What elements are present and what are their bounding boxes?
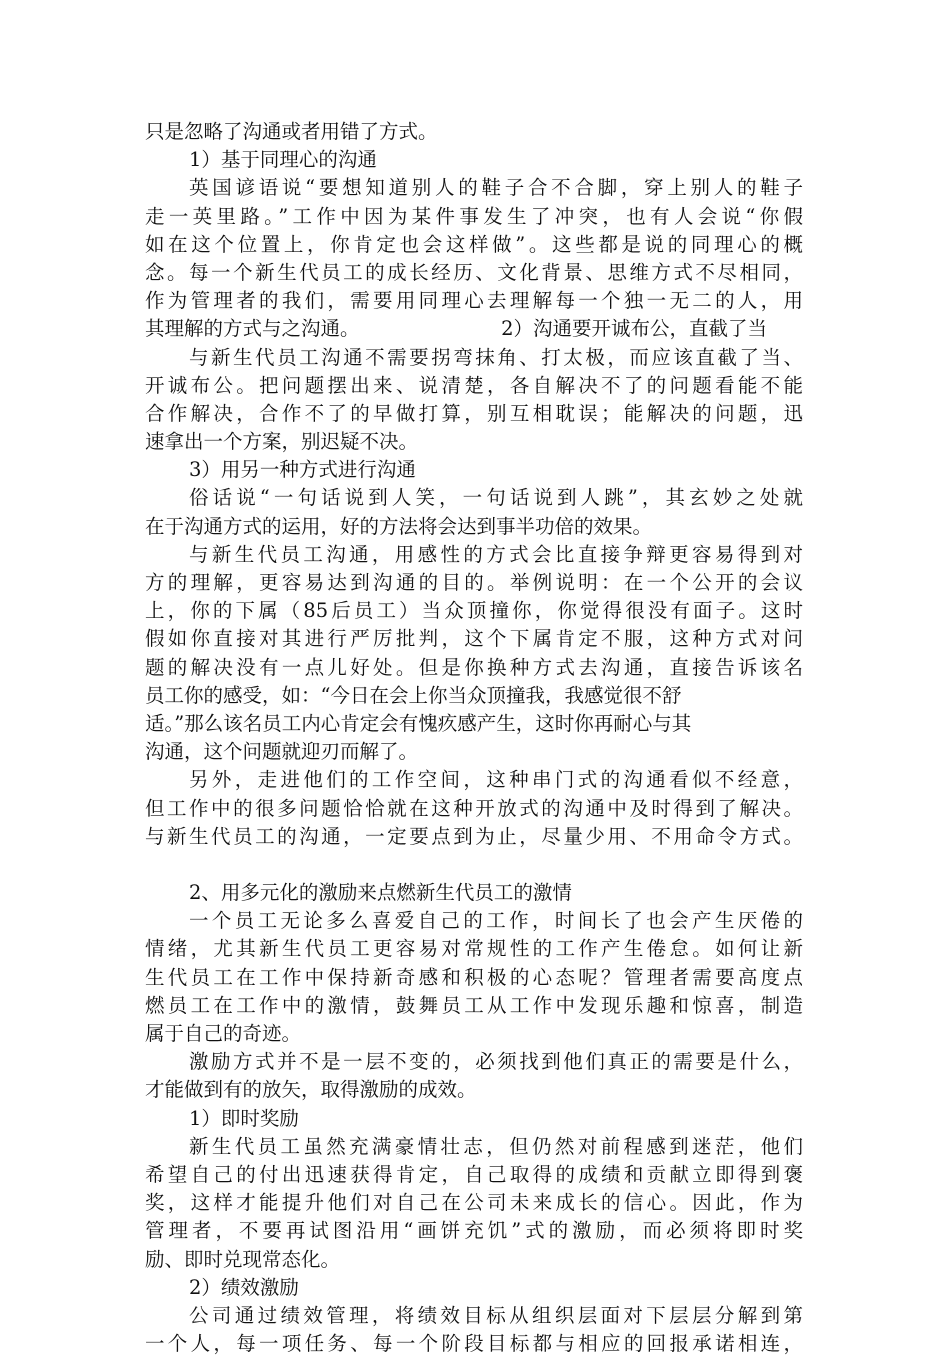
text-line: 员工你的感受，如：“今日在会上你当众顶撞我，我感觉很不舒 <box>145 683 682 707</box>
text-line: 与新生代员工的沟通，一定要点到为止，尽量少用、不用命令方式。 <box>145 824 803 848</box>
text-line: 作为管理者的我们，需要用同理心去理解每一个独一无二的人，用 <box>145 289 803 313</box>
text-line: 但工作中的很多问题恰恰就在这种开放式的沟通中及时得到了解决。 <box>145 796 803 820</box>
section-heading: 3）用另一种方式进行沟通 <box>189 458 416 482</box>
text-line: 励、即时兑现常态化。 <box>145 1247 341 1271</box>
text-line: 念。每一个新生代员工的成长经历、文化背景、思维方式不尽相同， <box>145 260 803 284</box>
text-line: 希望自己的付出迅速获得肯定，自己取得的成绩和贡献立即得到褒 <box>145 1162 803 1186</box>
text-line: 与新生代员工沟通，用感性的方式会比直接争辩更容易得到对 <box>189 542 803 566</box>
text-line: 俗话说“一句话说到人笑，一句话说到人跳”，其玄妙之处就 <box>189 486 803 510</box>
text-line: 公司通过绩效管理，将绩效目标从组织层面对下层层分解到第 <box>189 1303 803 1327</box>
section-heading: 1）基于同理心的沟通 <box>189 148 377 172</box>
text-line: 开诚布公。把问题摆出来、说清楚，各自解决不了的问题看能不能 <box>145 373 803 397</box>
text-line: 属于自己的奇迹。 <box>145 1022 302 1045</box>
text-line: 才能做到有的放矢，取得激励的成效。 <box>145 1078 477 1102</box>
section-heading: 2）沟通要开诚布公，直截了当 <box>501 317 767 341</box>
text-line: 在于沟通方式的运用，好的方法将会达到事半功倍的效果。 <box>145 514 653 538</box>
text-line: 激励方式并不是一层不变的，必须找到他们真正的需要是什么， <box>189 1050 803 1074</box>
text-line: 管理者，不要再试图沿用“画饼充饥”式的激励，而必须将即时奖 <box>145 1219 803 1243</box>
text-line: 速拿出一个方案，别迟疑不决。 <box>145 430 419 454</box>
text-line: 方的理解，更容易达到沟通的目的。举例说明：在一个公开的会议 <box>145 571 803 594</box>
text-line: 沟通，这个问题就迎刃而解了。 <box>145 740 419 764</box>
text-line: 题的解决没有一点儿好处。但是你换种方式去沟通，直接告诉该名 <box>145 655 803 679</box>
text-line: 合作解决，合作不了的早做打算，别互相耽误；能解决的问题，迅 <box>145 401 803 425</box>
text-line: 假如你直接对其进行严厉批判，这个下属肯定不服，这种方式对问 <box>145 627 803 651</box>
text-line: 燃员工在工作中的激情，鼓舞员工从工作中发现乐趣和惊喜，制造 <box>145 993 803 1017</box>
text-segment: 其理解的方式与之沟通。 <box>145 317 360 341</box>
text-line: 英国谚语说“要想知道别人的鞋子合不合脚，穿上别人的鞋子 <box>189 176 803 200</box>
section-heading: 1）即时奖励 <box>189 1106 299 1130</box>
text-line: 另外，走进他们的工作空间，这种串门式的沟通看似不经意， <box>189 768 803 792</box>
text-line-with-heading <box>145 315 803 343</box>
document-body <box>145 118 803 1358</box>
text-line: 奖，这样才能提升他们对自己在公司未来成长的信心。因此，作为 <box>145 1191 803 1215</box>
text-line: 一个人，每一项任务、每一个阶段目标都与相应的回报承诺相连， <box>145 1332 803 1356</box>
text-line: 生代员工在工作中保持新奇感和积极的心态呢？管理者需要高度点 <box>145 965 803 989</box>
text-line: 新生代员工虽然充满豪情壮志，但仍然对前程感到迷茫，他们 <box>189 1134 803 1158</box>
text-line: 如在这个位置上，你肯定也会这样做”。这些都是说的同理心的概 <box>145 232 803 256</box>
text-line: 与新生代员工沟通不需要拐弯抹角、打太极，而应该直截了当、 <box>189 345 803 369</box>
paragraph-gap <box>145 851 803 879</box>
section-heading: 2）绩效激励 <box>189 1275 299 1299</box>
section-heading: 2、用多元化的激励来点燃新生代员工的激情 <box>189 881 572 905</box>
text-line: 走一英里路。”工作中因为某件事发生了冲突，也有人会说“你假 <box>145 204 803 228</box>
text-line: 上，你的下属（85后员工）当众顶撞你，你觉得很没有面子。这时 <box>145 599 803 623</box>
text-line: 一个员工无论多么喜爱自己的工作，时间长了也会产生厌倦的 <box>189 909 803 933</box>
text-line: 只是忽略了沟通或者用错了方式。 <box>145 120 438 143</box>
text-line: 适。”那么该名员工内心肯定会有愧疚感产生，这时你再耐心与其 <box>145 711 692 735</box>
text-line: 情绪，尤其新生代员工更容易对常规性的工作产生倦怠。如何让新 <box>145 937 803 961</box>
